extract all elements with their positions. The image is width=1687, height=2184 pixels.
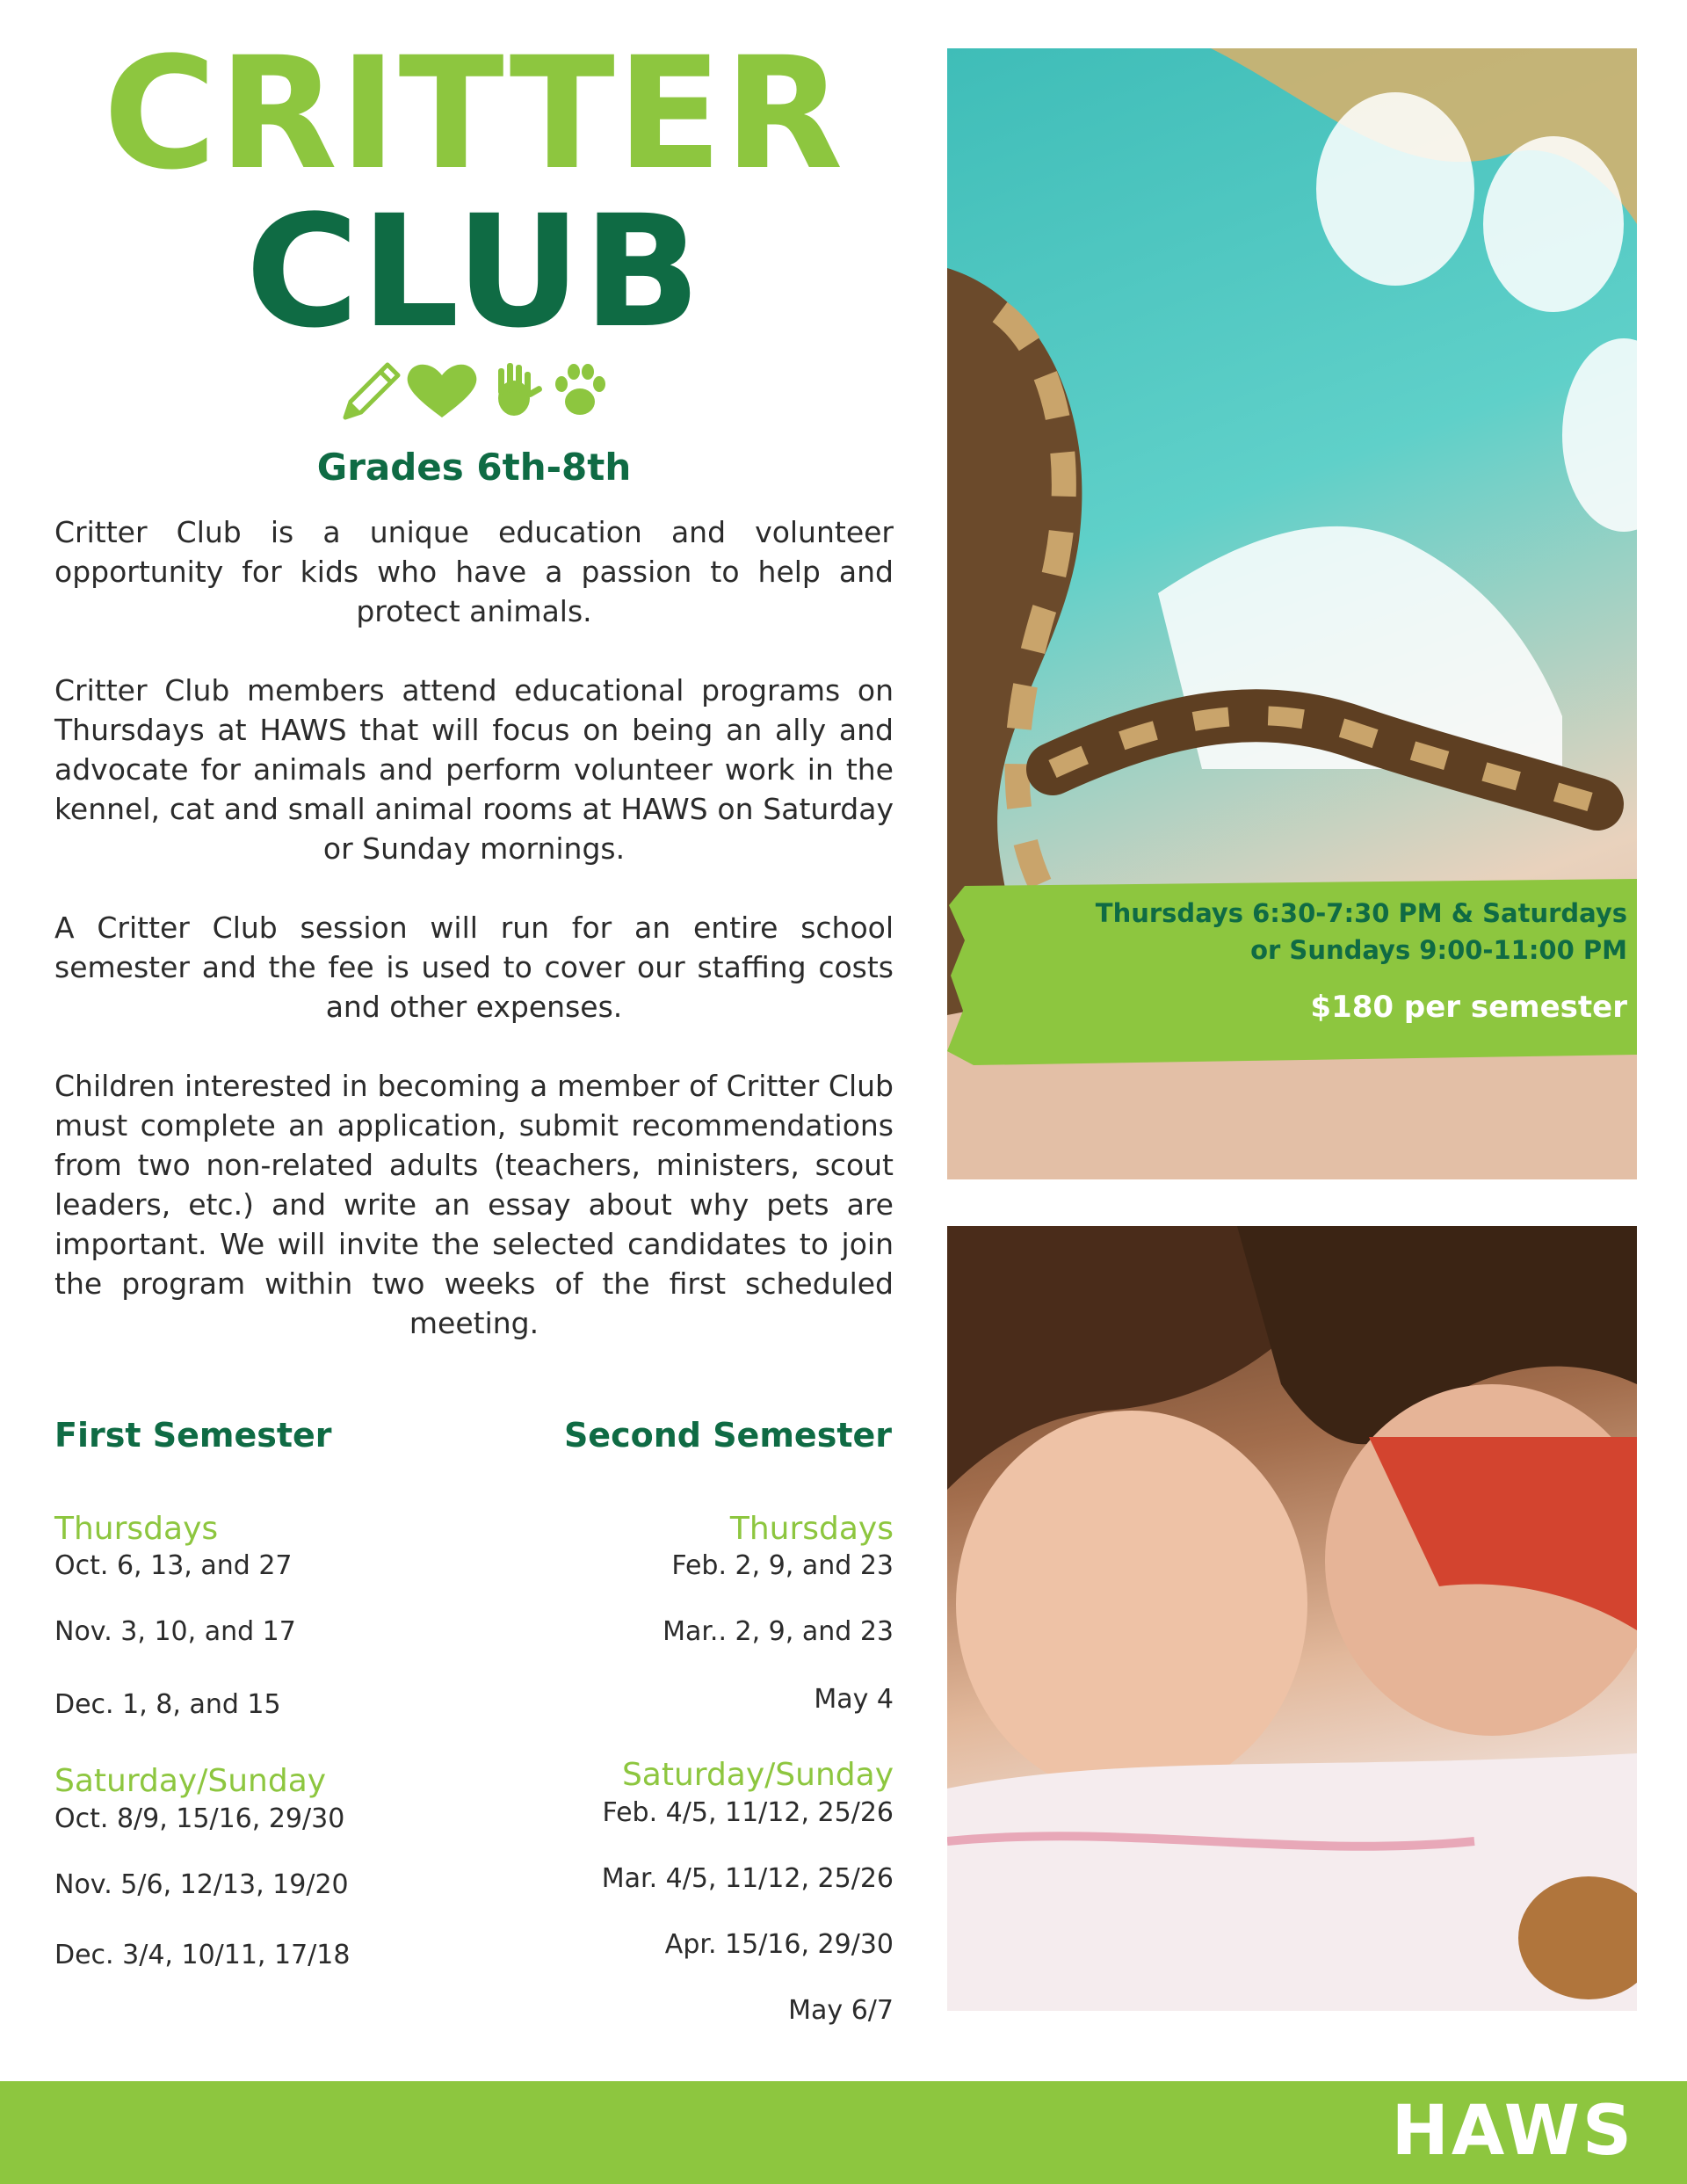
- schedule-line-2: or Sundays 9:00-11:00 PM: [1250, 935, 1627, 965]
- children-photo: [947, 1226, 1637, 2011]
- pencil-icon: [345, 365, 398, 417]
- handprint-icon: [498, 363, 543, 416]
- second-thursdays-label: Thursdays: [729, 1511, 894, 1547]
- title-critter: CRITTER: [103, 24, 845, 204]
- first-thursdays-date: Nov. 3, 10, and 17: [54, 1616, 296, 1647]
- second-weekend-date: May 6/7: [788, 1995, 894, 2026]
- second-semester-heading: Second Semester: [563, 1416, 892, 1455]
- first-thursdays-label: Thursdays: [54, 1511, 219, 1547]
- first-thursdays-date: Oct. 6, 13, and 27: [54, 1550, 293, 1581]
- schedule-line-1: Thursdays 6:30-7:30 PM & Saturdays: [1095, 898, 1627, 928]
- intro-paragraph-3: A Critter Club session will run for an entire school semester and the fee is used to cover our staffing costs and other expenses.: [54, 911, 894, 1024]
- haws-logo-text: HAWS: [1391, 2092, 1634, 2171]
- price-text: $180 per semester: [1310, 990, 1627, 1025]
- title-club: CLUB: [245, 182, 703, 362]
- second-thursdays-date: May 4: [814, 1684, 894, 1715]
- second-thursdays-date: Feb. 2, 9, and 23: [671, 1550, 894, 1581]
- heart-icon: [408, 365, 477, 417]
- first-weekend-date: Oct. 8/9, 15/16, 29/30: [54, 1803, 345, 1834]
- grades-heading: Grades 6th-8th: [316, 446, 632, 489]
- first-weekend-date: Nov. 5/6, 12/13, 19/20: [54, 1869, 349, 1900]
- intro-paragraph-4: Children interested in becoming a member of Critter Club must complete an application, submit recommendations from two non-related adults (teachers, ministers, scout leaders, etc.) and write an essay about why pets are important. We will invite the selected candidates to join the program within two weeks of the first scheduled meeting.: [54, 1069, 894, 1340]
- paw-icon: [555, 364, 605, 415]
- intro-paragraph-1: Critter Club is a unique education and volunteer opportunity for kids who have a passion to help and protect animals.: [54, 515, 894, 628]
- second-weekend-date: Apr. 15/16, 29/30: [664, 1929, 894, 1960]
- second-weekend-label: Saturday/Sunday: [621, 1757, 894, 1793]
- children-photo-illustration: [947, 1226, 1637, 2011]
- second-thursdays-date: Mar.. 2, 9, and 23: [662, 1616, 894, 1647]
- icon-row: [338, 356, 611, 422]
- second-weekend-date: Mar. 4/5, 11/12, 25/26: [601, 1863, 894, 1894]
- schedule-text: [1096, 895, 1627, 969]
- first-weekend-date: Dec. 3/4, 10/11, 17/18: [54, 1940, 351, 1970]
- first-weekend-label: Saturday/Sunday: [54, 1763, 327, 1799]
- first-thursdays-date: Dec. 1, 8, and 15: [54, 1689, 281, 1720]
- second-weekend-date: Feb. 4/5, 11/12, 25/26: [602, 1797, 894, 1828]
- first-semester-heading: First Semester: [54, 1416, 332, 1455]
- intro-paragraph-2: Critter Club members attend educational programs on Thursdays at HAWS that will focus on being an ally and advocate for animals and perform volunteer work in the kennel, cat and small animal rooms at HAWS on Saturday or Sunday mornings.: [54, 673, 894, 866]
